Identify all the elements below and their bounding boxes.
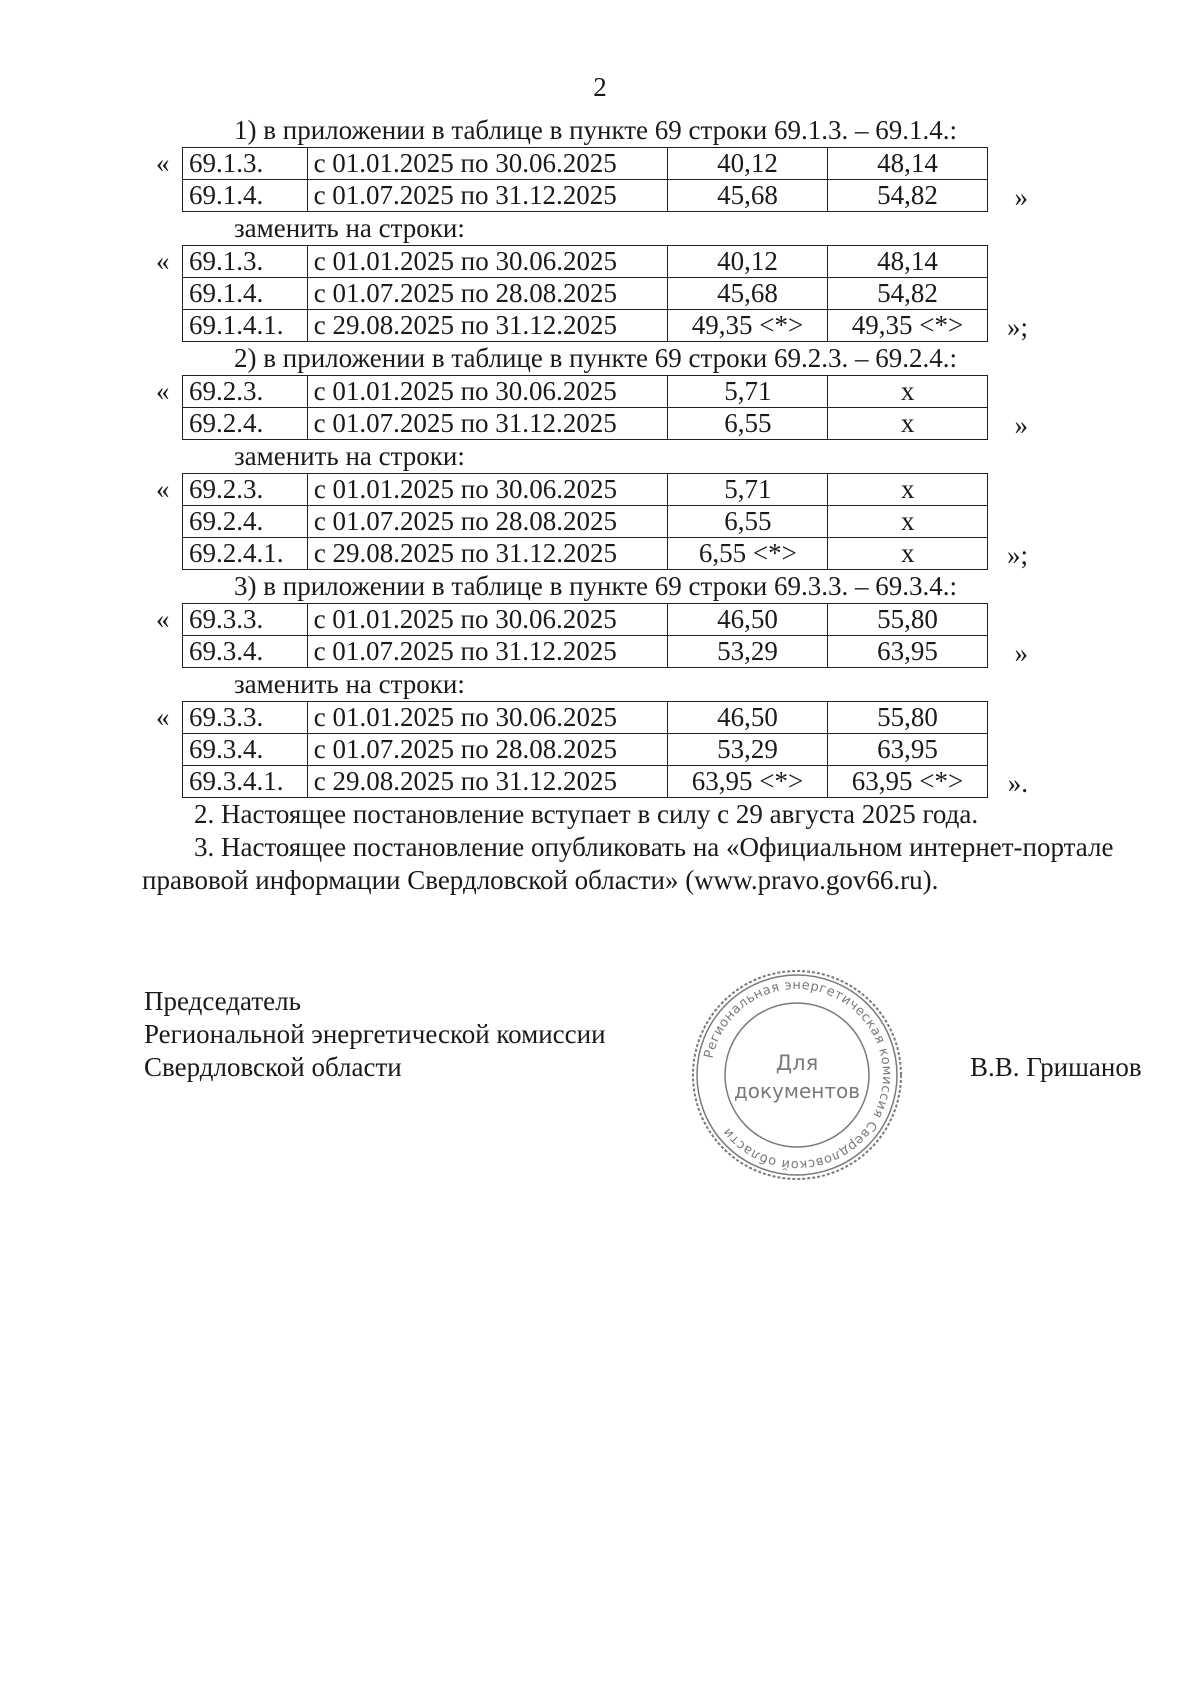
svg-text:Региональная энергетическая ко xyxy=(702,978,894,1172)
tariff-vat-cell: х xyxy=(828,376,988,408)
tariff-cell: 6,55 xyxy=(668,408,828,440)
paragraph-3: 3. Настоящее постановление опубликовать на «Официальном интернет-портале правовой информации Свердловской области» (www.pravo.gov66.ru). xyxy=(142,832,1114,895)
table-row xyxy=(183,604,988,636)
open-quote: « xyxy=(156,474,170,504)
table-row xyxy=(183,376,988,408)
close-quote: » xyxy=(1014,182,1028,212)
table-row xyxy=(183,506,988,538)
section1-new-table xyxy=(182,245,988,342)
tariff-cell: 40,12 xyxy=(667,148,827,180)
tariff-vat-cell: х xyxy=(828,538,988,570)
section3-new-table-block xyxy=(156,701,1028,798)
tariff-vat-cell: 54,82 xyxy=(827,180,987,212)
page-number: 2 xyxy=(593,72,607,102)
period-cell: с 29.08.2025 по 31.12.2025 xyxy=(307,310,667,342)
close-quote: » xyxy=(1014,410,1028,440)
tariff-cell: 6,55 <*> xyxy=(668,538,828,570)
row-number: 69.2.3. xyxy=(183,376,308,408)
tariff-vat-cell: 49,35 <*> xyxy=(828,310,988,342)
table-row xyxy=(183,538,988,570)
row-number: 69.2.4. xyxy=(183,408,308,440)
table-row xyxy=(183,408,988,440)
tariff-cell: 40,12 xyxy=(668,246,828,278)
stamp-center-line: документов xyxy=(733,1079,861,1103)
close-quote: » xyxy=(1014,638,1028,668)
period-cell: с 01.07.2025 по 31.12.2025 xyxy=(307,408,668,440)
tariff-vat-cell: х xyxy=(828,506,988,538)
period-cell: с 01.07.2025 по 31.12.2025 xyxy=(307,180,667,212)
table-row xyxy=(183,474,988,506)
section1-intro: 1) в приложении в таблице в пункте 69 строки 69.1.3. – 69.1.4.: xyxy=(234,115,957,145)
row-number: 69.3.4.1. xyxy=(183,766,308,798)
tariff-cell: 5,71 xyxy=(668,474,828,506)
row-number: 69.1.4. xyxy=(183,180,308,212)
period-cell: с 01.01.2025 по 30.06.2025 xyxy=(307,474,668,506)
paragraph-2: 2. Настоящее постановление вступает в силу с 29 августа 2025 года. xyxy=(194,799,979,829)
tariff-cell: 46,50 xyxy=(668,702,828,734)
period-cell: с 01.01.2025 по 30.06.2025 xyxy=(307,702,667,734)
tariff-vat-cell: 48,14 xyxy=(827,148,987,180)
section3-old-table xyxy=(182,603,988,668)
tariff-cell: 63,95 <*> xyxy=(668,766,828,798)
tariff-vat-cell: 63,95 <*> xyxy=(828,766,988,798)
tariff-vat-cell: 48,14 xyxy=(828,246,988,278)
row-number: 69.2.4. xyxy=(183,506,308,538)
tariff-cell: 45,68 xyxy=(668,278,828,310)
stamp-center-line: Для xyxy=(775,1051,819,1075)
tariff-vat-cell: 55,80 xyxy=(827,604,987,636)
signatory-title xyxy=(144,985,606,1084)
tariff-cell: 6,55 xyxy=(668,506,828,538)
section2-new-table-block xyxy=(156,473,1028,570)
table-row xyxy=(183,310,988,342)
row-number: 69.1.4. xyxy=(183,278,308,310)
open-quote: « xyxy=(156,246,170,276)
period-cell: с 01.07.2025 по 28.08.2025 xyxy=(307,506,668,538)
open-quote: « xyxy=(156,148,170,178)
tariff-cell: 45,68 xyxy=(667,180,827,212)
tariff-vat-cell: 63,95 xyxy=(828,734,988,766)
table-row xyxy=(183,734,988,766)
section2-new-table xyxy=(182,473,988,570)
section1-old-table xyxy=(182,147,988,212)
open-quote: « xyxy=(156,604,170,634)
close-quote: »; xyxy=(1006,312,1028,342)
table-row xyxy=(183,636,988,668)
tariff-cell: 53,29 xyxy=(667,636,827,668)
official-stamp xyxy=(688,966,906,1184)
signatory-title-line: Региональной энергетической комиссии xyxy=(144,1019,606,1049)
open-quote: « xyxy=(156,702,170,732)
section2-replace-label: заменить на строки: xyxy=(234,441,465,471)
tariff-vat-cell: 63,95 xyxy=(827,636,987,668)
tariff-vat-cell: х xyxy=(828,408,988,440)
period-cell: с 29.08.2025 по 31.12.2025 xyxy=(307,538,668,570)
table-row xyxy=(183,702,988,734)
period-cell: с 29.08.2025 по 31.12.2025 xyxy=(307,766,667,798)
section3-new-table xyxy=(182,701,988,798)
section3-old-table-block xyxy=(156,603,1028,668)
tariff-vat-cell: х xyxy=(828,474,988,506)
signer-name: В.В. Гришанов xyxy=(970,1052,1142,1082)
close-quote: ». xyxy=(1007,768,1028,798)
row-number: 69.3.3. xyxy=(183,702,308,734)
table-row xyxy=(183,766,988,798)
row-number: 69.3.3. xyxy=(183,604,308,636)
table-row xyxy=(183,148,988,180)
section2-intro: 2) в приложении в таблице в пункте 69 строки 69.2.3. – 69.2.4.: xyxy=(234,343,957,373)
period-cell: с 01.07.2025 по 28.08.2025 xyxy=(307,278,667,310)
period-cell: с 01.01.2025 по 30.06.2025 xyxy=(307,376,668,408)
table-row xyxy=(183,278,988,310)
tariff-cell: 53,29 xyxy=(668,734,828,766)
section3-replace-label: заменить на строки: xyxy=(234,669,465,699)
signatory-title-line: Свердловской области xyxy=(144,1052,402,1082)
document-body xyxy=(142,114,1114,897)
stamp-ring-text: Региональная энергетическая комиссия Свердловской области xyxy=(701,977,895,1173)
row-number: 69.1.4.1. xyxy=(183,310,308,342)
row-number: 69.3.4. xyxy=(183,734,308,766)
section1-old-table-block xyxy=(156,147,1028,212)
open-quote: « xyxy=(156,376,170,406)
tariff-cell: 46,50 xyxy=(667,604,827,636)
tariff-cell: 5,71 xyxy=(668,376,828,408)
close-quote: »; xyxy=(1006,540,1028,570)
table-row xyxy=(183,246,988,278)
row-number: 69.1.3. xyxy=(183,246,308,278)
period-cell: с 01.01.2025 по 30.06.2025 xyxy=(307,148,667,180)
section3-intro: 3) в приложении в таблице в пункте 69 строки 69.3.3. – 69.3.4.: xyxy=(234,571,957,601)
tariff-vat-cell: 55,80 xyxy=(828,702,988,734)
table-row xyxy=(183,180,988,212)
period-cell: с 01.07.2025 по 31.12.2025 xyxy=(307,636,667,668)
section2-old-table-block xyxy=(156,375,1028,440)
period-cell: с 01.01.2025 по 30.06.2025 xyxy=(307,604,667,636)
tariff-vat-cell: 54,82 xyxy=(828,278,988,310)
section1-replace-label: заменить на строки: xyxy=(234,213,465,243)
tariff-cell: 49,35 <*> xyxy=(668,310,828,342)
section1-new-table-block xyxy=(156,245,1028,342)
section2-old-table xyxy=(182,375,988,440)
row-number: 69.1.3. xyxy=(183,148,308,180)
period-cell: с 01.07.2025 по 28.08.2025 xyxy=(307,734,667,766)
row-number: 69.3.4. xyxy=(183,636,308,668)
period-cell: с 01.01.2025 по 30.06.2025 xyxy=(307,246,667,278)
row-number: 69.2.4.1. xyxy=(183,538,308,570)
row-number: 69.2.3. xyxy=(183,474,308,506)
signatory-title-line: Председатель xyxy=(144,986,301,1016)
